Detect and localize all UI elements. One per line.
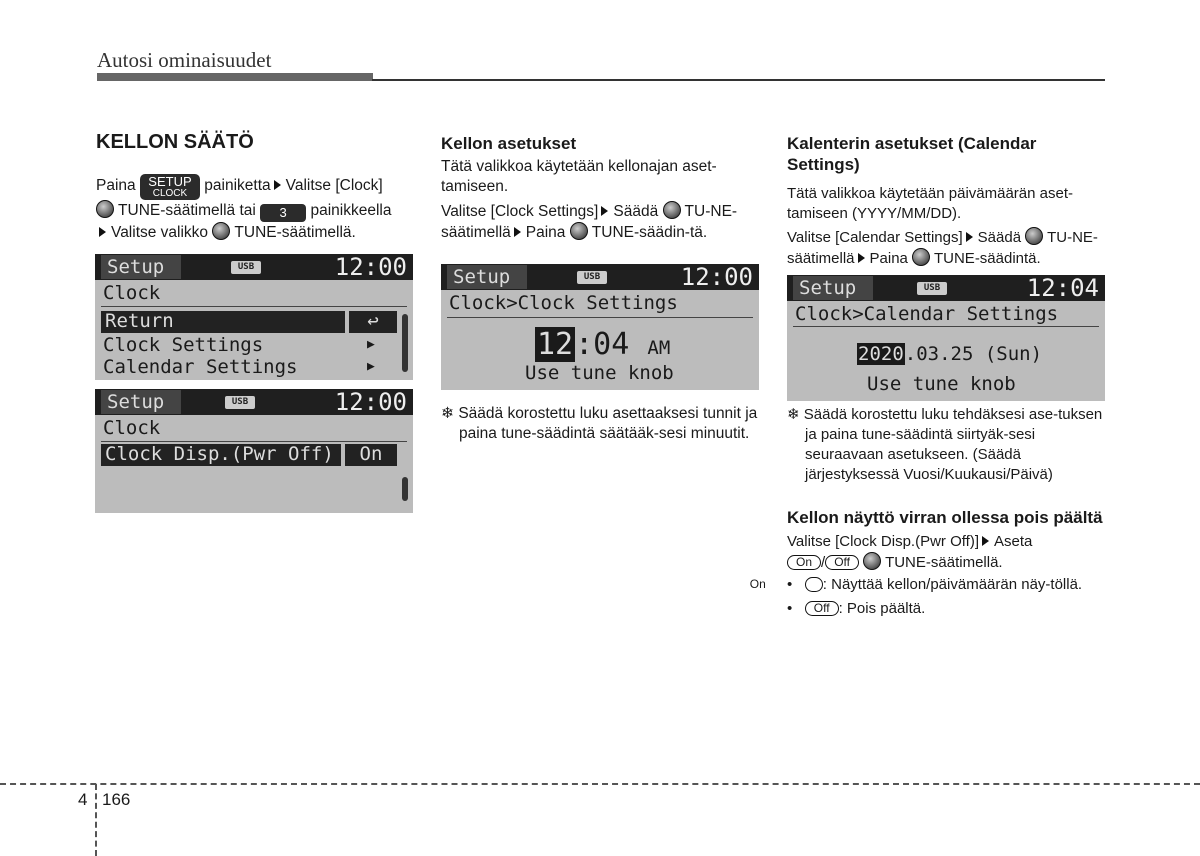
bullet-item-on: • On : Näyttää kellon/päivämäärän näy-töllä. — [749, 576, 1083, 593]
status-bar — [787, 275, 1105, 301]
hint-text: Use tune knob — [525, 362, 674, 384]
divider — [101, 306, 407, 307]
time-setting — [535, 328, 670, 365]
instruction-paragraph: Valitse [Clock Settings] Säädä TU-NE-säätimellä Paina TUNE-säädin-tä. — [441, 203, 738, 241]
date-setting — [857, 342, 1042, 366]
chapter-number: 4 — [78, 790, 88, 809]
usb-badge: USB — [231, 261, 261, 274]
month-day-field: .03.25 (Sun) — [904, 343, 1043, 365]
usb-badge: USB — [917, 282, 947, 295]
note-mark-icon: ❄ — [787, 406, 800, 423]
description-paragraph: Tätä valikkoa käytetään päivämäärän aset-tamiseen (YYYY/MM/DD). — [787, 185, 1073, 222]
arrow-right-icon — [274, 180, 281, 190]
tune-knob-icon — [570, 222, 588, 240]
section-title: Kalenterin asetukset (Calendar Settings) — [787, 134, 1037, 174]
note-paragraph: ❄ Säädä korostettu luku tehdäksesi ase-tuksen ja paina tune-säädintä siirtyäk-sesi seuraavaan asetukseen. (Säädä järjestyksessä Vuosi/Kuukausi/Päivä) — [787, 406, 1103, 483]
scrollbar — [402, 314, 408, 372]
off-button-icon: Off — [825, 555, 859, 570]
arrow-right-icon — [601, 206, 608, 216]
setup-clock-button-icon: SETUP CLOCK — [140, 174, 200, 200]
chevron-right-icon: ▶ — [367, 337, 375, 352]
year-field: 2020 — [858, 343, 904, 365]
hint-text: Use tune knob — [867, 373, 1016, 395]
menu-item-calendar-settings: Calendar Settings — [103, 356, 298, 378]
hour-field: 12 — [537, 327, 574, 362]
header-rule-thin — [372, 79, 1105, 81]
screen-title: Setup — [101, 390, 181, 414]
display-screen-calendar-settings — [787, 275, 1105, 401]
page-number: 166 — [102, 790, 131, 809]
arrow-right-icon — [514, 227, 521, 237]
minute-field: :04 — [575, 327, 630, 362]
on-button-icon: On — [787, 555, 821, 570]
display-screen-clock-disp — [95, 389, 413, 513]
on-button-icon: On — [805, 577, 823, 592]
instruction-paragraph: Valitse [Clock Disp.(Pwr Off)] Aseta On / Off TUNE-säätimellä. — [787, 533, 1033, 571]
scrollbar — [402, 477, 408, 501]
clock-time: 12:00 — [680, 264, 753, 291]
description-paragraph: Tätä valikkoa käytetään kellonajan aset-tamiseen. — [441, 158, 717, 195]
tune-knob-icon — [663, 201, 681, 219]
usb-badge: USB — [577, 271, 607, 284]
column-3-lower — [749, 405, 1105, 619]
status-bar — [95, 254, 413, 280]
section-title: Kellon asetukset — [441, 134, 577, 153]
menu-item-clock-disp: Clock Disp.(Pwr Off) — [101, 444, 341, 466]
column-3 — [787, 133, 1105, 269]
return-icon: ↩ — [349, 311, 397, 333]
column-2 — [441, 133, 759, 243]
status-bar — [441, 264, 759, 290]
menu-item-return: Return — [101, 311, 345, 333]
display-screen-clock-settings — [441, 264, 759, 390]
clock-time: 12:04 — [1026, 275, 1099, 302]
bullet-item-off: • Off : Pois päältä. — [787, 600, 926, 617]
divider — [101, 441, 407, 442]
divider — [793, 326, 1099, 327]
chevron-right-icon: ▶ — [367, 359, 375, 374]
display-screen-clock-menu — [95, 254, 413, 380]
arrow-right-icon — [982, 536, 989, 546]
status-bar — [95, 389, 413, 415]
tune-knob-icon — [912, 248, 930, 266]
off-button-icon: Off — [805, 601, 839, 616]
running-header: Autosi ominaisuudet — [97, 48, 272, 72]
section-title: Kellon näyttö virran ollessa pois päältä — [787, 508, 1103, 527]
breadcrumb: Clock>Calendar Settings — [795, 303, 1059, 325]
tune-knob-icon — [96, 200, 114, 218]
note-paragraph: ❄ Säädä korostettu luku asettaaksesi tunnit ja paina tune-säädintä säätääk-sesi minuutit. — [441, 405, 758, 442]
column-1 — [96, 132, 414, 243]
screen-title: Setup — [101, 255, 181, 279]
menu-item-clock-settings: Clock Settings — [103, 334, 264, 356]
tune-knob-icon — [212, 222, 230, 240]
note-block — [441, 404, 759, 444]
screen-title: Setup — [447, 265, 527, 289]
ampm-field: AM — [647, 337, 671, 359]
preset-3-button-icon: 3 — [260, 204, 306, 222]
header-rule-thick — [97, 73, 373, 81]
footer-rule — [0, 783, 1200, 785]
tune-knob-icon — [1025, 227, 1043, 245]
note-mark-icon: ❄ — [441, 405, 454, 422]
tune-knob-icon — [863, 552, 881, 570]
breadcrumb: Clock>Clock Settings — [449, 292, 678, 314]
screen-title: Setup — [793, 276, 873, 300]
instruction-paragraph: Paina SETUP CLOCK painiketta Valitse [Clock] TUNE-säätimellä tai 3 painikkeella Valitse valikko TUNE-säätimellä. — [96, 174, 392, 241]
section-title: KELLON SÄÄTÖ — [96, 131, 254, 153]
footer-vertical-rule — [95, 784, 97, 856]
clock-time: 12:00 — [334, 254, 407, 281]
usb-badge: USB — [225, 396, 255, 409]
option-value: On — [345, 444, 397, 466]
arrow-right-icon — [966, 232, 973, 242]
divider — [447, 317, 753, 318]
arrow-right-icon — [858, 253, 865, 263]
clock-time: 12:00 — [334, 389, 407, 416]
arrow-right-icon — [99, 227, 106, 237]
instruction-paragraph: Valitse [Calendar Settings] Säädä TU-NE-säätimellä Paina TUNE-säädintä. — [787, 229, 1098, 267]
menu-heading: Clock — [103, 417, 161, 439]
menu-heading: Clock — [103, 282, 161, 304]
